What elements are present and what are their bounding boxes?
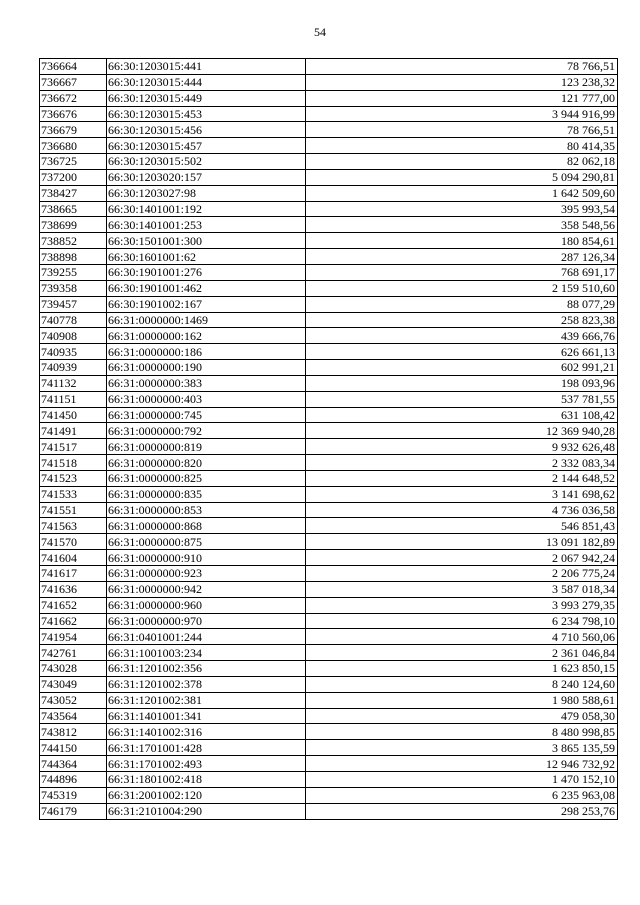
cadastral-number-cell: 66:30:1203015:457 [107,138,306,154]
cadastral-number-cell: 66:31:0000000:162 [107,328,306,344]
row-id-cell: 738852 [40,233,107,249]
table-row [40,423,618,439]
value-cell: 4 736 036,58 [306,502,618,518]
table-row [40,169,618,185]
row-id-cell: 741652 [40,597,107,613]
table-row [40,154,618,170]
table-row [40,217,618,233]
cadastral-number-cell: 66:30:1901001:462 [107,280,306,296]
cadastral-number-cell: 66:31:1701002:493 [107,756,306,772]
value-cell: 198 093,96 [306,375,618,391]
value-cell: 479 058,30 [306,708,618,724]
table-row [40,581,618,597]
value-cell: 3 141 698,62 [306,486,618,502]
row-id-cell: 741604 [40,550,107,566]
row-id-cell: 743028 [40,661,107,677]
cadastral-number-cell: 66:31:0000000:403 [107,391,306,407]
cadastral-number-cell: 66:31:0000000:942 [107,581,306,597]
value-cell: 1 623 850,15 [306,661,618,677]
value-cell: 13 091 182,89 [306,534,618,550]
value-cell: 2 144 648,52 [306,470,618,486]
table-row [40,629,618,645]
cadastral-number-cell: 66:31:0000000:186 [107,344,306,360]
row-id-cell: 738699 [40,217,107,233]
table-row [40,439,618,455]
value-cell: 631 108,42 [306,407,618,423]
value-cell: 3 944 916,99 [306,106,618,122]
cadastral-number-cell: 66:31:0000000:970 [107,613,306,629]
row-id-cell: 738665 [40,201,107,217]
row-id-cell: 741491 [40,423,107,439]
table-row [40,375,618,391]
row-id-cell: 740935 [40,344,107,360]
table-row [40,344,618,360]
row-id-cell: 742761 [40,645,107,661]
value-cell: 439 666,76 [306,328,618,344]
table-row [40,249,618,265]
value-cell: 537 781,55 [306,391,618,407]
row-id-cell: 741617 [40,566,107,582]
table-row [40,740,618,756]
table-row [40,312,618,328]
row-id-cell: 741517 [40,439,107,455]
cadastral-number-cell: 66:31:2101004:290 [107,803,306,819]
value-cell: 2 206 775,24 [306,566,618,582]
row-id-cell: 736725 [40,154,107,170]
row-id-cell: 737200 [40,169,107,185]
value-cell: 6 235 963,08 [306,787,618,803]
value-cell: 180 854,61 [306,233,618,249]
value-cell: 123 238,32 [306,74,618,90]
row-id-cell: 740908 [40,328,107,344]
table-row [40,328,618,344]
table-row [40,122,618,138]
row-id-cell: 741523 [40,470,107,486]
table-row [40,550,618,566]
row-id-cell: 739255 [40,264,107,280]
value-cell: 1 470 152,10 [306,771,618,787]
row-id-cell: 744896 [40,771,107,787]
cadastral-number-cell: 66:30:1203027:98 [107,185,306,201]
value-cell: 12 946 732,92 [306,756,618,772]
cadastral-number-cell: 66:31:1201002:381 [107,692,306,708]
value-cell: 12 369 940,28 [306,423,618,439]
cadastral-number-cell: 66:30:1901001:276 [107,264,306,280]
value-cell: 8 240 124,60 [306,676,618,692]
cadastral-number-cell: 66:30:1203015:449 [107,90,306,106]
table-row [40,613,618,629]
row-id-cell: 744150 [40,740,107,756]
table-row [40,597,618,613]
row-id-cell: 741954 [40,629,107,645]
value-cell: 298 253,76 [306,803,618,819]
table-row [40,756,618,772]
cadastral-number-cell: 66:31:0000000:820 [107,455,306,471]
value-cell: 82 062,18 [306,154,618,170]
cadastral-number-cell: 66:31:1201002:378 [107,676,306,692]
cadastral-number-cell: 66:30:1901002:167 [107,296,306,312]
cadastral-number-cell: 66:30:1203015:441 [107,59,306,75]
cadastral-number-cell: 66:31:0000000:190 [107,360,306,376]
cadastral-number-cell: 66:30:1203015:453 [107,106,306,122]
table-row [40,138,618,154]
row-id-cell: 739358 [40,280,107,296]
row-id-cell: 741570 [40,534,107,550]
row-id-cell: 741151 [40,391,107,407]
value-cell: 6 234 798,10 [306,613,618,629]
value-cell: 358 548,56 [306,217,618,233]
cadastral-number-cell: 66:31:0000000:960 [107,597,306,613]
cadastral-number-cell: 66:31:1001003:234 [107,645,306,661]
cadastral-number-cell: 66:31:2001002:120 [107,787,306,803]
cadastral-number-cell: 66:31:0000000:875 [107,534,306,550]
value-cell: 626 661,13 [306,344,618,360]
cadastral-number-cell: 66:31:0000000:792 [107,423,306,439]
row-id-cell: 743052 [40,692,107,708]
cadastral-number-cell: 66:31:1201002:356 [107,661,306,677]
cadastral-number-cell: 66:31:1701001:428 [107,740,306,756]
cadastral-number-cell: 66:31:0000000:819 [107,439,306,455]
value-cell: 2 159 510,60 [306,280,618,296]
cadastral-number-cell: 66:30:1501001:300 [107,233,306,249]
cadastral-number-cell: 66:31:0000000:383 [107,375,306,391]
table-row [40,201,618,217]
table-row [40,360,618,376]
cadastral-number-cell: 66:31:1801002:418 [107,771,306,787]
value-cell: 768 691,17 [306,264,618,280]
table-row [40,692,618,708]
row-id-cell: 736679 [40,122,107,138]
table-row [40,74,618,90]
value-cell: 8 480 998,85 [306,724,618,740]
row-id-cell: 741662 [40,613,107,629]
table-row [40,787,618,803]
row-id-cell: 743564 [40,708,107,724]
row-id-cell: 741518 [40,455,107,471]
table-row [40,803,618,819]
value-cell: 287 126,34 [306,249,618,265]
table-row [40,724,618,740]
cadastral-number-cell: 66:31:0000000:868 [107,518,306,534]
table-row [40,455,618,471]
row-id-cell: 741132 [40,375,107,391]
row-id-cell: 741533 [40,486,107,502]
cadastral-number-cell: 66:31:0000000:923 [107,566,306,582]
value-cell: 4 710 560,06 [306,629,618,645]
row-id-cell: 745319 [40,787,107,803]
table-row [40,233,618,249]
value-cell: 602 991,21 [306,360,618,376]
cadastral-number-cell: 66:31:0000000:835 [107,486,306,502]
value-cell: 3 587 018,34 [306,581,618,597]
table-row [40,534,618,550]
value-cell: 2 332 083,34 [306,455,618,471]
cadastral-number-cell: 66:30:1203015:502 [107,154,306,170]
table-row [40,391,618,407]
value-cell: 2 361 046,84 [306,645,618,661]
table-row [40,661,618,677]
cadastral-number-cell: 66:30:1401001:192 [107,201,306,217]
table-row [40,280,618,296]
cadastral-number-cell: 66:30:1401001:253 [107,217,306,233]
table-row [40,185,618,201]
cadastral-number-cell: 66:30:1203015:444 [107,74,306,90]
value-cell: 78 766,51 [306,122,618,138]
row-id-cell: 743049 [40,676,107,692]
value-cell: 546 851,43 [306,518,618,534]
table-row [40,90,618,106]
value-cell: 80 414,35 [306,138,618,154]
cadastral-number-cell: 66:31:0000000:1469 [107,312,306,328]
table-row [40,59,618,75]
cadastral-number-cell: 66:31:1401002:316 [107,724,306,740]
table-row [40,264,618,280]
value-cell: 395 993,54 [306,201,618,217]
row-id-cell: 741636 [40,581,107,597]
table-row [40,645,618,661]
value-cell: 1 642 509,60 [306,185,618,201]
value-cell: 258 823,38 [306,312,618,328]
row-id-cell: 736672 [40,90,107,106]
row-id-cell: 738427 [40,185,107,201]
cadastral-number-cell: 66:31:0000000:825 [107,470,306,486]
cadastral-value-table [39,58,618,820]
cadastral-number-cell: 66:31:1401001:341 [107,708,306,724]
row-id-cell: 743812 [40,724,107,740]
row-id-cell: 736680 [40,138,107,154]
table-row [40,708,618,724]
row-id-cell: 739457 [40,296,107,312]
cadastral-number-cell: 66:30:1203015:456 [107,122,306,138]
table-row [40,566,618,582]
value-cell: 88 077,29 [306,296,618,312]
value-cell: 121 777,00 [306,90,618,106]
value-cell: 1 980 588,61 [306,692,618,708]
value-cell: 9 932 626,48 [306,439,618,455]
table-row [40,407,618,423]
value-cell: 3 993 279,35 [306,597,618,613]
cadastral-number-cell: 66:30:1601001:62 [107,249,306,265]
row-id-cell: 740778 [40,312,107,328]
value-cell: 3 865 135,59 [306,740,618,756]
row-id-cell: 741450 [40,407,107,423]
table-row [40,518,618,534]
row-id-cell: 741551 [40,502,107,518]
cadastral-number-cell: 66:31:0000000:745 [107,407,306,423]
table-row [40,296,618,312]
cadastral-number-cell: 66:31:0000000:910 [107,550,306,566]
row-id-cell: 736664 [40,59,107,75]
cadastral-number-cell: 66:31:0000000:853 [107,502,306,518]
row-id-cell: 746179 [40,803,107,819]
table-row [40,676,618,692]
value-cell: 2 067 942,24 [306,550,618,566]
row-id-cell: 740939 [40,360,107,376]
cadastral-number-cell: 66:30:1203020:157 [107,169,306,185]
value-cell: 5 094 290,81 [306,169,618,185]
table-row [40,486,618,502]
row-id-cell: 736676 [40,106,107,122]
row-id-cell: 744364 [40,756,107,772]
table-row [40,106,618,122]
cadastral-number-cell: 66:31:0401001:244 [107,629,306,645]
table-body [40,59,618,820]
table-row [40,470,618,486]
row-id-cell: 741563 [40,518,107,534]
row-id-cell: 738898 [40,249,107,265]
table-row [40,771,618,787]
row-id-cell: 736667 [40,74,107,90]
value-cell: 78 766,51 [306,59,618,75]
table-row [40,502,618,518]
page-number: 54 [314,25,326,39]
